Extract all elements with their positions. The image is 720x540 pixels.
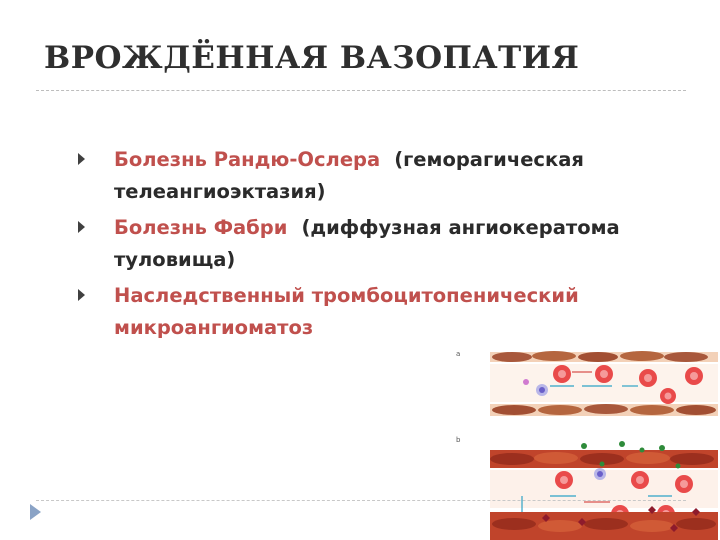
bullet-item bbox=[92, 212, 692, 276]
bullet-item bbox=[92, 280, 692, 344]
bullet-continuation: телеангиоэктазия) bbox=[114, 180, 326, 203]
vessel-wall-bottom-b bbox=[490, 512, 718, 540]
disease-name: Болезнь Рандю-Ослера bbox=[114, 148, 381, 171]
title-divider bbox=[36, 90, 686, 91]
disease-synonym: (диффузная ангиокератома bbox=[301, 216, 620, 239]
bullet-line bbox=[92, 212, 692, 244]
slide-title: ВРОЖДЁННАЯ ВАЗОПАТИЯ bbox=[44, 40, 580, 76]
slide-nav-arrow-icon[interactable] bbox=[30, 504, 41, 520]
bullet-arrow-icon bbox=[78, 289, 85, 301]
panel-label-b: b bbox=[456, 436, 461, 444]
vessel-wall-bottom-a bbox=[490, 404, 718, 416]
bullet-list bbox=[92, 144, 692, 348]
vessel-wall-top-a bbox=[490, 351, 718, 362]
bullet-line bbox=[92, 144, 692, 176]
footer-divider bbox=[36, 500, 686, 501]
leukocytes-b bbox=[594, 468, 606, 480]
bullet-arrow-icon bbox=[78, 153, 85, 165]
disease-name: Наследственный тромбоцитопенический bbox=[114, 284, 579, 307]
bullet-item bbox=[92, 144, 692, 208]
disease-name: Болезнь Фабри bbox=[114, 216, 288, 239]
bullet-arrow-icon bbox=[78, 221, 85, 233]
bullet-continuation: туловища) bbox=[114, 248, 236, 271]
disease-synonym: (геморагическая bbox=[394, 148, 584, 171]
disease-name-continuation: микроангиоматоз bbox=[114, 316, 314, 339]
vessel-illustration bbox=[452, 346, 720, 540]
panel-label-a: a bbox=[456, 350, 461, 358]
